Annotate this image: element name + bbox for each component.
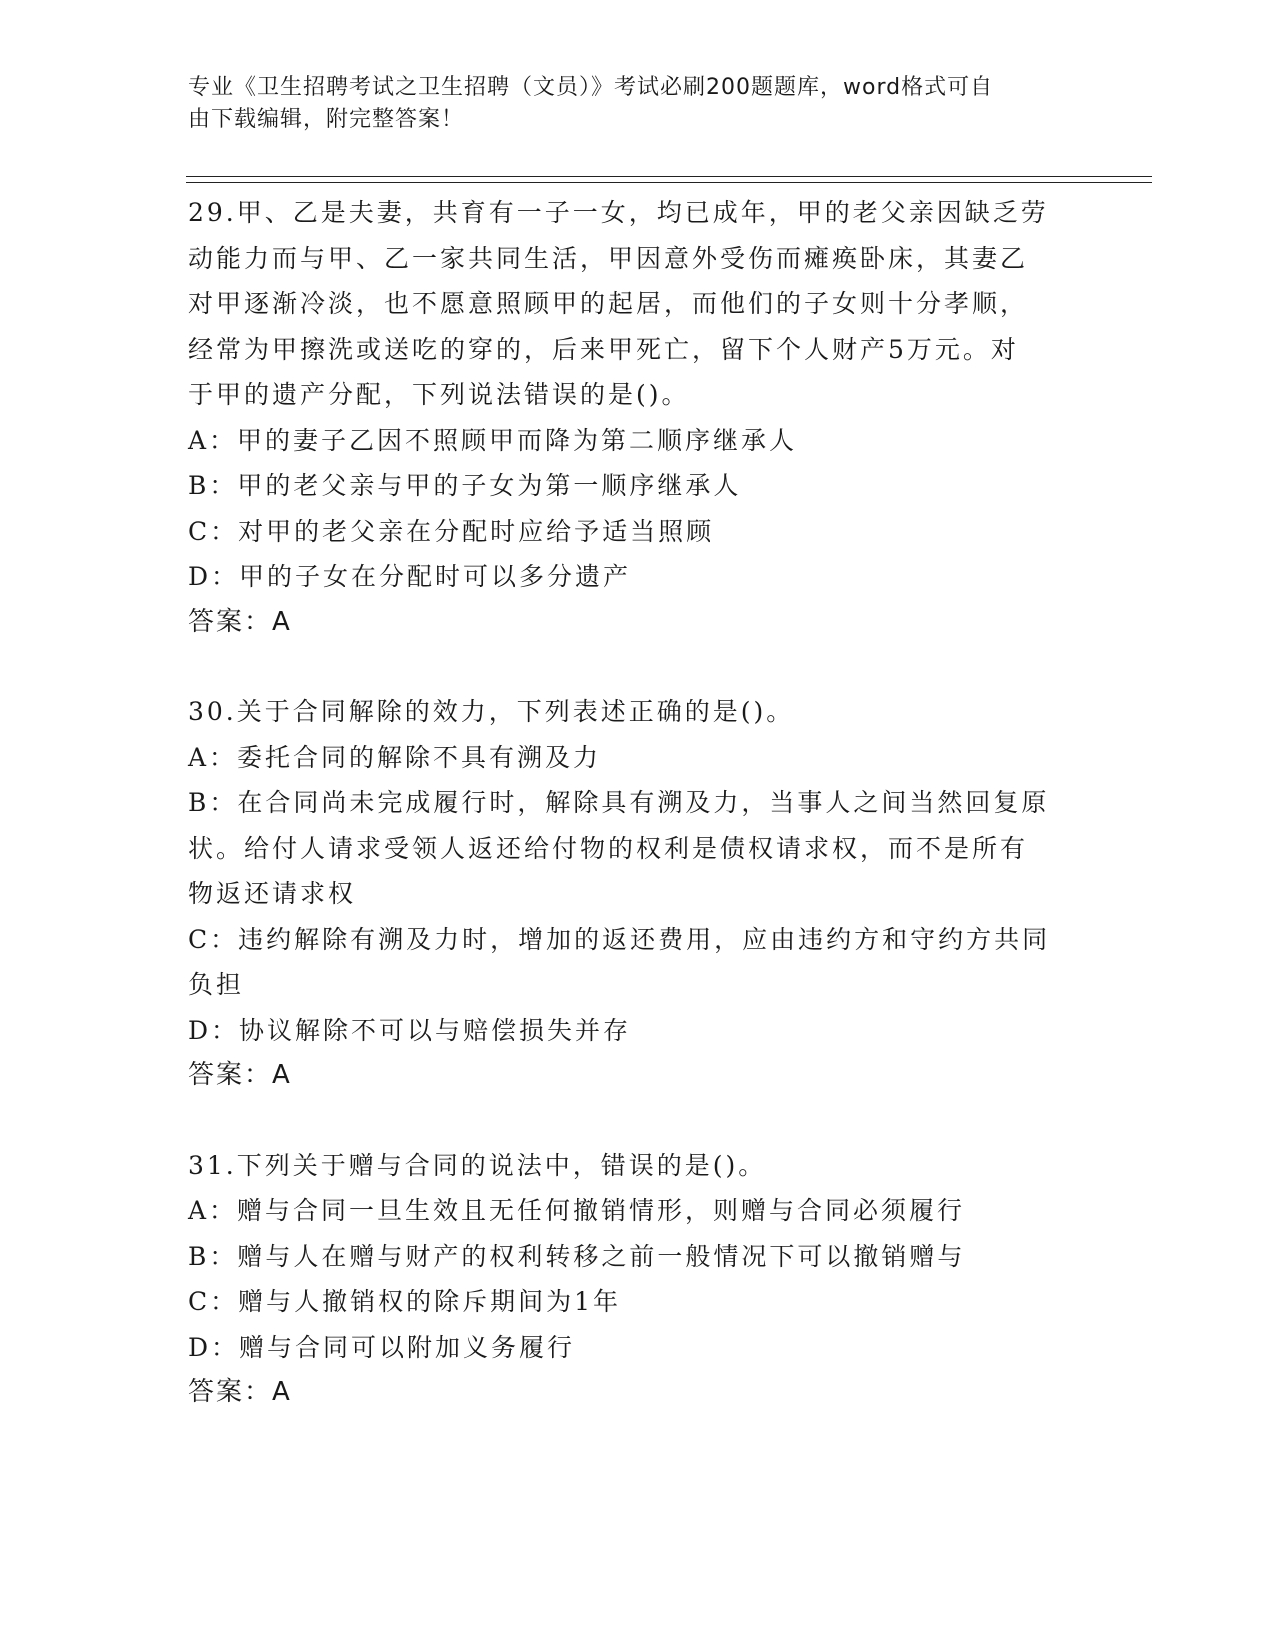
option-d: D：赠与合同可以附加义务履行 — [188, 1332, 576, 1362]
answer-line: 答案：A — [188, 1060, 292, 1090]
question-stem-line: 经常为甲擦洗或送吃的穿的，后来甲死亡，留下个人财产5万元。对 — [188, 334, 1019, 364]
answer-line: 答案：A — [188, 606, 292, 637]
option-a: A：赠与合同一旦生效且无任何撤销情形，则赠与合同必须履行 — [188, 1196, 966, 1225]
question-stem-line: 30.关于合同解除的效力，下列表述正确的是()。 — [188, 697, 795, 726]
option-c-continued: 负担 — [188, 970, 245, 999]
option-c: C：赠与人撤销权的除斥期间为1年 — [188, 1287, 622, 1316]
header-line-2: 由下载编辑，附完整答案！ — [188, 107, 465, 132]
question-31 — [188, 1143, 1078, 1416]
question-stem-line: 29.甲、乙是夫妻，共育有一子一女，均已成年，甲的老父亲因缺乏劳 — [188, 198, 1049, 227]
question-29 — [188, 190, 1078, 645]
answer-line: 答案：A — [188, 1377, 292, 1407]
option-b: B：赠与人在赠与财产的权利转移之前一般情况下可以撤销赠与 — [188, 1241, 966, 1271]
question-stem-line: 31.下列关于赠与合同的说法中，错误的是()。 — [188, 1150, 767, 1180]
question-30 — [188, 689, 1078, 1099]
option-a: A：甲的妻子乙因不照顾甲而降为第二顺序继承人 — [188, 425, 798, 455]
option-b: B：甲的老父亲与甲的子女为第一顺序继承人 — [188, 471, 742, 500]
header-divider-bottom — [186, 182, 1152, 183]
header-divider-top — [186, 176, 1152, 177]
option-c: C：违约解除有溯及力时，增加的返还费用，应由违约方和守约方共同 — [188, 924, 1051, 954]
question-stem-line: 于甲的遗产分配，下列说法错误的是()。 — [188, 380, 690, 409]
question-list — [188, 190, 1078, 1460]
header-line-1: 专业《卫生招聘考试之卫生招聘（文员）》考试必刷200题题库，word格式可自 — [188, 75, 994, 100]
option-d: D：协议解除不可以与赔偿损失并存 — [188, 1015, 632, 1045]
option-c: C：对甲的老父亲在分配时应给予适当照顾 — [188, 516, 715, 546]
option-b-continued: 状。给付人请求受领人返还给付物的权利是债权请求权，而不是所有 — [188, 833, 1029, 863]
question-stem-line: 对甲逐渐冷淡，也不愿意照顾甲的起居，而他们的子女则十分孝顺， — [188, 289, 1029, 318]
option-d: D：甲的子女在分配时可以多分遗产 — [188, 562, 632, 591]
option-a: A：委托合同的解除不具有溯及力 — [188, 742, 602, 772]
option-b: B：在合同尚未完成履行时，解除具有溯及力，当事人之间当然回复原 — [188, 788, 1050, 817]
question-stem-line: 动能力而与甲、乙一家共同生活，甲因意外受伤而瘫痪卧床，其妻乙 — [188, 243, 1029, 273]
document-header — [188, 72, 1088, 136]
option-b-continued: 物返还请求权 — [188, 879, 357, 908]
